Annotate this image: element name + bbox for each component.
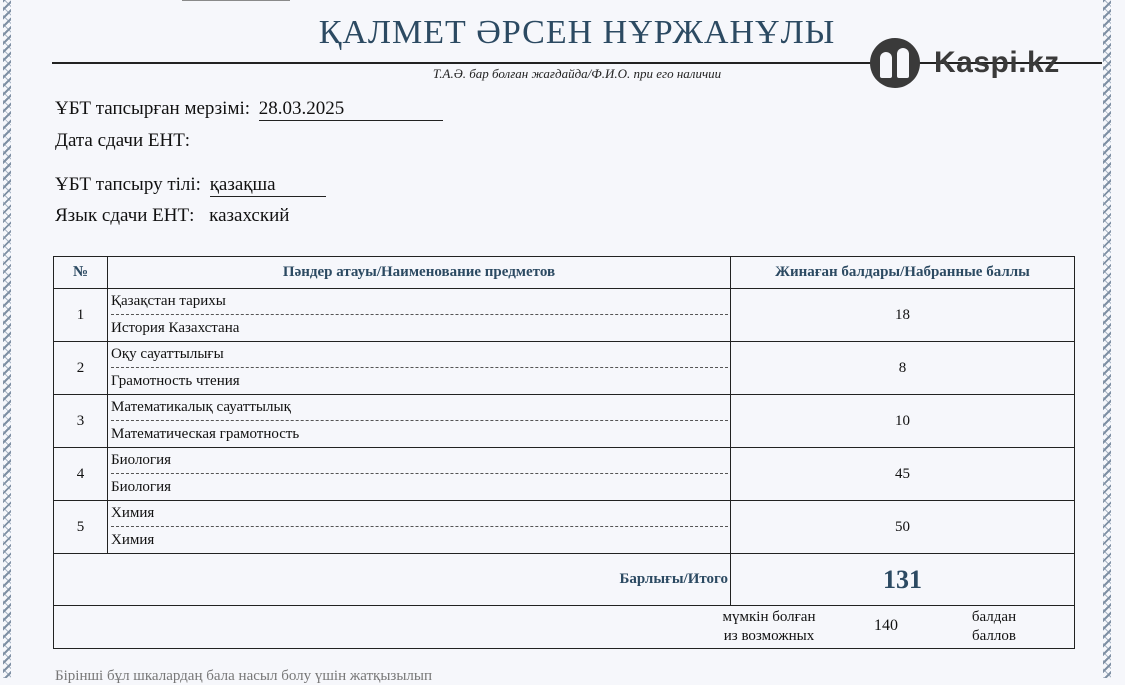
header-score: Жинаған балдары/Набранные баллы xyxy=(731,257,1075,289)
total-row xyxy=(54,554,1075,606)
table-row xyxy=(54,342,1075,395)
possible-unit-kz: балдан xyxy=(971,609,1017,625)
top-rule xyxy=(182,0,290,1)
exam-lang-value-kz: қазақша xyxy=(210,174,326,197)
total-value: 131 xyxy=(731,554,1075,606)
possible-value: 140 xyxy=(874,617,898,634)
possible-unit-ru: баллов xyxy=(972,628,1016,644)
subject-name-ru: Биология xyxy=(111,479,172,495)
possible-row xyxy=(54,606,1075,649)
exam-lang-row-ru xyxy=(55,205,289,227)
exam-date-label-kz: ҰБТ тапсырған мерзімі: xyxy=(55,98,251,119)
cut-off-footer-text: Бірінші бұл шкалардаң бала насыл болу үшін жатқызылып xyxy=(55,668,433,684)
subject-name-ru: Грамотность чтения xyxy=(111,373,240,389)
row-number: 3 xyxy=(54,395,108,448)
exam-date-row xyxy=(55,98,443,121)
subject-name-ru: История Казахстана xyxy=(111,320,240,336)
decorative-border-left xyxy=(3,0,11,678)
decorative-border-right xyxy=(1103,0,1111,678)
table-row xyxy=(54,395,1075,448)
row-score: 50 xyxy=(731,501,1075,554)
subject-name-ru: Химия xyxy=(111,532,155,548)
row-subject xyxy=(108,448,731,501)
header-number: № xyxy=(54,257,108,289)
row-score: 10 xyxy=(731,395,1075,448)
table-row xyxy=(54,501,1075,554)
kaspi-logo-text: Kaspi.kz xyxy=(934,46,1060,79)
row-number: 5 xyxy=(54,501,108,554)
exam-lang-value-ru: казахский xyxy=(209,205,290,226)
exam-date-value: 28.03.2025 xyxy=(259,98,443,121)
exam-lang-label-kz: ҰБТ тапсыру тілі: xyxy=(55,174,201,195)
row-score: 8 xyxy=(731,342,1075,395)
header-subject: Пәндер атауы/Наименование предметов xyxy=(108,257,731,289)
row-number: 1 xyxy=(54,289,108,342)
kaspi-watermark xyxy=(870,38,1060,88)
subject-name-ru: Математическая грамотность xyxy=(111,426,300,442)
exam-lang-label-ru: Язык сдачи ЕНТ: xyxy=(55,205,195,226)
row-subject xyxy=(108,342,731,395)
kaspi-logo-icon xyxy=(870,38,920,88)
total-label: Барлығы/Итого xyxy=(54,554,731,606)
possible-label xyxy=(709,608,829,646)
row-subject xyxy=(108,501,731,554)
subject-name-kz: Биология xyxy=(111,448,728,474)
row-score: 18 xyxy=(731,289,1075,342)
table-row xyxy=(54,289,1075,342)
subject-name-kz: Оқу сауаттылығы xyxy=(111,342,728,368)
possible-label-ru: из возможных xyxy=(723,628,815,644)
name-caption: Т.А.Ә. бар болған жағдайда/Ф.И.О. при его наличии xyxy=(432,66,722,81)
possible-cell xyxy=(54,606,1075,649)
row-number: 4 xyxy=(54,448,108,501)
row-subject xyxy=(108,395,731,448)
subject-name-kz: Математикалық сауаттылық xyxy=(111,395,728,421)
possible-unit xyxy=(959,608,1029,646)
subject-name-kz: Химия xyxy=(111,501,728,527)
row-subject xyxy=(108,289,731,342)
table-row xyxy=(54,448,1075,501)
subject-name-kz: Қазақстан тарихы xyxy=(111,289,728,315)
table-header-row xyxy=(54,257,1075,289)
row-score: 45 xyxy=(731,448,1075,501)
row-number: 2 xyxy=(54,342,108,395)
scores-table xyxy=(53,256,1075,649)
exam-date-label-ru: Дата сдачи ЕНТ: xyxy=(55,130,191,151)
full-name: ҚАЛМЕТ ӘРСЕН НҰРЖАНҰЛЫ xyxy=(318,14,836,51)
possible-label-kz: мүмкін болған xyxy=(722,609,816,625)
exam-lang-row-kz xyxy=(55,174,326,197)
